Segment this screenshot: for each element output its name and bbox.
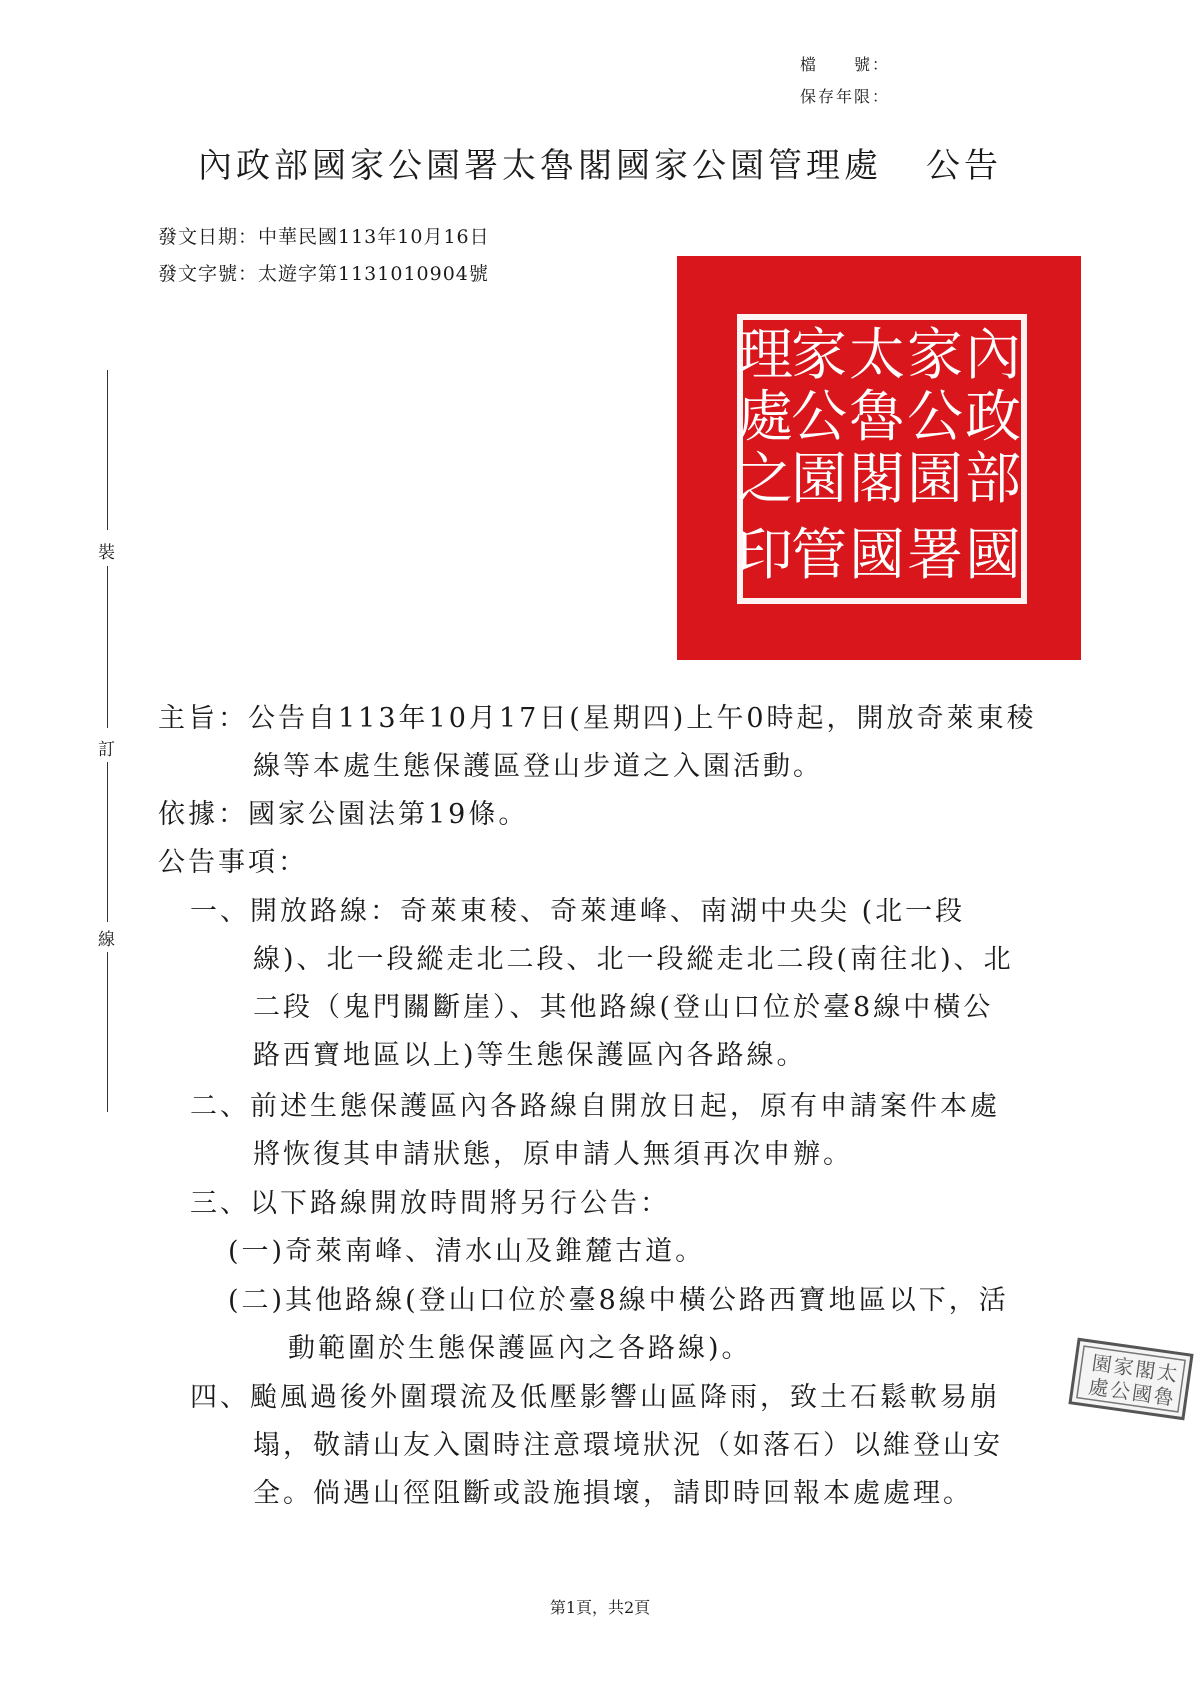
item1-line-1: 一、開放路線：奇萊東稜、奇萊連峰、南湖中央尖 (北一段 [190,896,966,927]
svg-text:管: 管 [791,523,847,588]
svg-text:魯: 魯 [1152,1383,1176,1411]
svg-text:部: 部 [965,447,1021,512]
item3-line-1: 三、以下路線開放時間將另行公告： [190,1188,670,1219]
binding-mark-ding: 訂 [98,740,115,760]
svg-text:印: 印 [737,523,793,588]
svg-text:魯: 魯 [849,385,905,450]
basis-line: 依據：國家公園法第19條。 [158,799,529,830]
items-heading: 公告事項： [158,847,308,878]
issue-number: 發文字號：太遊字第1131010904號 [158,263,489,285]
small-seal-stamp [1068,1337,1194,1421]
svg-text:家: 家 [907,323,963,388]
retention-period-label: 保存年限： [800,87,891,106]
svg-text:之: 之 [737,447,793,512]
svg-text:處: 處 [737,385,793,450]
svg-text:閣: 閣 [849,447,905,512]
item3-sub-a: (一)奇萊南峰、清水山及錐麓古道。 [228,1236,706,1267]
svg-text:家: 家 [1112,1353,1136,1381]
issue-date: 發文日期：中華民國113年10月16日 [158,226,490,248]
svg-text:內: 內 [965,323,1021,388]
item1-line-4: 路西寶地區以上)等生態保護區內各路線。 [253,1040,807,1071]
issuing-agency: 內政部國家公園署太魯閣國家公園管理處 [198,146,882,186]
svg-text:國: 國 [965,523,1021,588]
svg-text:園: 園 [907,447,963,512]
binding-line-segment [107,370,108,530]
subject-line-2: 線等本處生態保護區登山步道之入園活動。 [253,751,823,782]
item3-sub-b-line-1: (二)其他路線(登山口位於臺8線中橫公路西寶地區以下，活 [228,1285,1009,1316]
svg-text:太: 太 [849,323,905,388]
item1-line-2: 線)、北一段縱走北二段、北一段縱走北二段(南往北)、北 [253,944,1014,975]
svg-text:太: 太 [1155,1359,1179,1387]
svg-text:公: 公 [1108,1377,1132,1404]
svg-text:政: 政 [965,385,1021,450]
svg-text:理: 理 [737,323,793,388]
svg-text:國: 國 [1130,1380,1154,1407]
binding-mark-zhuang: 裝 [98,543,115,563]
svg-text:公: 公 [907,385,963,450]
item4-line-1: 四、颱風過後外圍環流及低壓影響山區降雨，致土石鬆軟易崩 [190,1382,1000,1413]
svg-text:處: 處 [1086,1374,1111,1401]
item2-line-1: 二、前述生態保護區內各路線自開放日起，原有申請案件本處 [190,1091,1000,1122]
binding-line-segment [107,762,108,922]
document-title [0,138,1200,187]
item1-line-3: 二段（鬼門關斷崖）、其他路線(登山口位於臺8線中橫公 [253,992,994,1023]
item3-sub-b-line-2: 動範圍於生態保護區內之各路線)。 [288,1333,752,1364]
svg-text:國: 國 [849,523,905,588]
binding-line-segment [107,566,108,728]
item4-line-2: 塌，敬請山友入園時注意環境狀況（如落石）以維登山安 [253,1430,1003,1461]
svg-text:園: 園 [791,447,847,512]
document-type: 公告 [926,146,1002,186]
subject-line-1: 主旨：公告自113年10月17日(星期四)上午0時起，開放奇萊東稜 [158,703,1037,734]
svg-text:家: 家 [791,323,847,388]
page-number: 第1頁，共2頁 [549,1598,651,1617]
official-seal-stamp [677,256,1081,660]
svg-text:公: 公 [791,385,847,450]
svg-text:園: 園 [1090,1350,1114,1378]
binding-mark-xian: 線 [98,930,115,950]
file-number-label: 檔 號： [800,55,891,74]
item2-line-2: 將恢復其申請狀態，原申請人無須再次申辦。 [253,1139,853,1170]
svg-text:閣: 閣 [1133,1356,1157,1384]
binding-line-segment [107,952,108,1112]
item4-line-3: 全。倘遇山徑阻斷或設施損壞，請即時回報本處處理。 [253,1478,973,1509]
svg-text:署: 署 [907,523,963,588]
